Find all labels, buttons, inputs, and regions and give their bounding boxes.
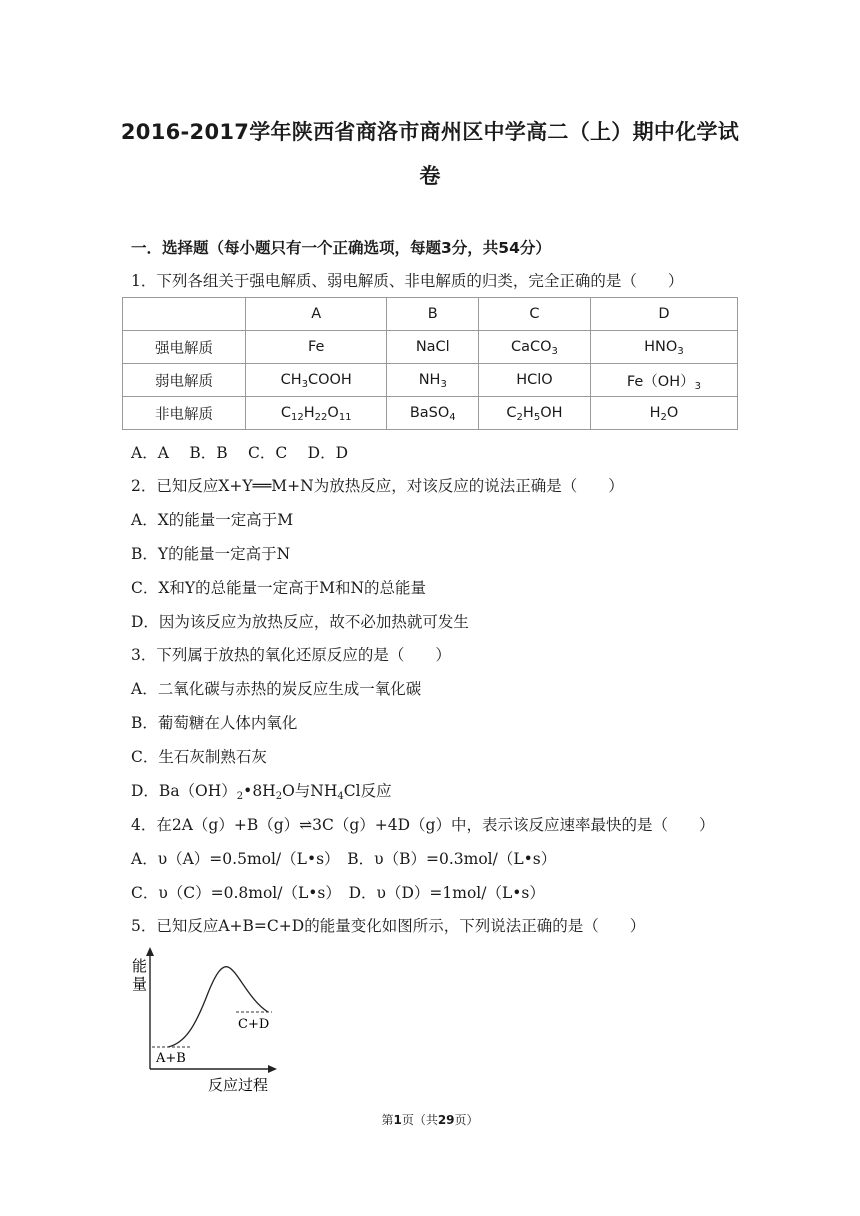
question-3-option-a: A．二氧化碳与赤热的炭反应生成一氧化碳 xyxy=(131,680,422,698)
y-axis-label-char-2: 量 xyxy=(132,975,148,993)
reactant-label: A+B xyxy=(156,1051,186,1066)
footer-middle: 页（共 xyxy=(401,1113,438,1127)
table-cell-formula: BaSO$_4$ xyxy=(387,397,479,430)
question-3-option-d: D．$Ba(OH)_2•8H_2O$与$NH_4Cl$反应 xyxy=(131,782,392,802)
footer-prefix: 第 xyxy=(381,1113,394,1127)
question-2-option-c: C．X和Y的总能量一定高于M和N的总能量 xyxy=(131,579,427,597)
table-cell-formula: $NH_3$ xyxy=(387,364,479,397)
question-1-stem: 1．下列各组关于强电解质、弱电解质、非电解质的归类，完全正确的是（ ） xyxy=(131,272,684,290)
footer-page-number: 1 xyxy=(393,1113,402,1127)
footer-suffix: 页） xyxy=(454,1113,479,1127)
x-axis-label: 反应过程 xyxy=(208,1076,269,1094)
table-cell: NaCl xyxy=(387,331,479,364)
question-4-options-cd: C．υ（C）=0.8mol/（L•s） D．υ（D）=1mol/（L•s） xyxy=(131,884,545,902)
question-1-table xyxy=(122,297,738,430)
energy-curve xyxy=(168,967,268,1047)
y-axis-label-char-1: 能 xyxy=(132,957,148,975)
table-corner-cell xyxy=(123,298,246,331)
question-2-stem: 2．已知反应X+Y══M+N为放热反应，对该反应的说法正确是（ ） xyxy=(131,477,624,495)
row-label: 非电解质 xyxy=(123,397,246,430)
question-2-option-b: B．Y的能量一定高于N xyxy=(131,545,291,563)
table-cell-formula: CaCO$_3$ xyxy=(479,331,591,364)
table-header-d: D xyxy=(590,298,737,331)
table-header-c: C xyxy=(479,298,591,331)
table-cell-formula: $H_2O$ xyxy=(590,397,737,430)
table-row-weak-electrolyte xyxy=(123,364,738,397)
question-5-stem: 5．已知反应A+B=C+D的能量变化如图所示，下列说法正确的是（ ） xyxy=(131,917,646,935)
table-header-b: B xyxy=(387,298,479,331)
table-cell-formula: $Fe(OH)_3$ xyxy=(590,364,737,397)
table-cell-formula: $C_2H_5OH$ xyxy=(479,397,591,430)
document-title-line-2: 卷 xyxy=(419,164,441,188)
section-heading: 一．选择题（每小题只有一个正确选项，每题3分，共54分） xyxy=(131,239,551,257)
table-row-strong-electrolyte xyxy=(123,331,738,364)
table-cell-formula: $HNO_3$ xyxy=(590,331,737,364)
row-label: 强电解质 xyxy=(123,331,246,364)
table-cell: HClO xyxy=(479,364,591,397)
question-4-stem: 4．在2A（g）+B（g）⇌3C（g）+4D（g）中，表示该反应速率最快的是（ ） xyxy=(131,816,715,834)
footer-total-pages: 29 xyxy=(437,1113,455,1127)
question-3-option-c: C．生石灰制熟石灰 xyxy=(131,748,267,766)
question-2-option-a: A．X的能量一定高于M xyxy=(131,511,294,529)
table-header-a: A xyxy=(246,298,387,331)
energy-diagram xyxy=(130,945,290,1095)
table-row-non-electrolyte xyxy=(123,397,738,430)
product-label: C+D xyxy=(238,1017,270,1032)
question-1-options: A．A B．B C．C D．D xyxy=(131,444,349,462)
table-cell-formula: $C_{12}H_{22}O_{11}$ xyxy=(246,397,387,430)
y-axis-arrow-icon xyxy=(146,947,154,956)
table-header-row xyxy=(123,298,738,331)
row-label: 弱电解质 xyxy=(123,364,246,397)
question-2-option-d: D．因为该反应为放热反应，故不必加热就可发生 xyxy=(131,613,469,631)
question-4-options-ab: A．υ（A）=0.5mol/（L•s） B．υ（B）=0.3mol/（L•s） xyxy=(131,850,557,868)
page-footer xyxy=(0,1111,860,1128)
x-axis-arrow-icon xyxy=(268,1065,277,1073)
document-title-line-1: 2016-2017学年陕西省商洛市商州区中学高二（上）期中化学试 xyxy=(120,120,740,144)
question-3-option-b: B．葡萄糖在人体内氧化 xyxy=(131,714,298,732)
question-3-stem: 3．下列属于放热的氧化还原反应的是（ ） xyxy=(131,646,451,664)
table-cell-formula: $CH_3COOH$ xyxy=(246,364,387,397)
table-cell: Fe xyxy=(246,331,387,364)
